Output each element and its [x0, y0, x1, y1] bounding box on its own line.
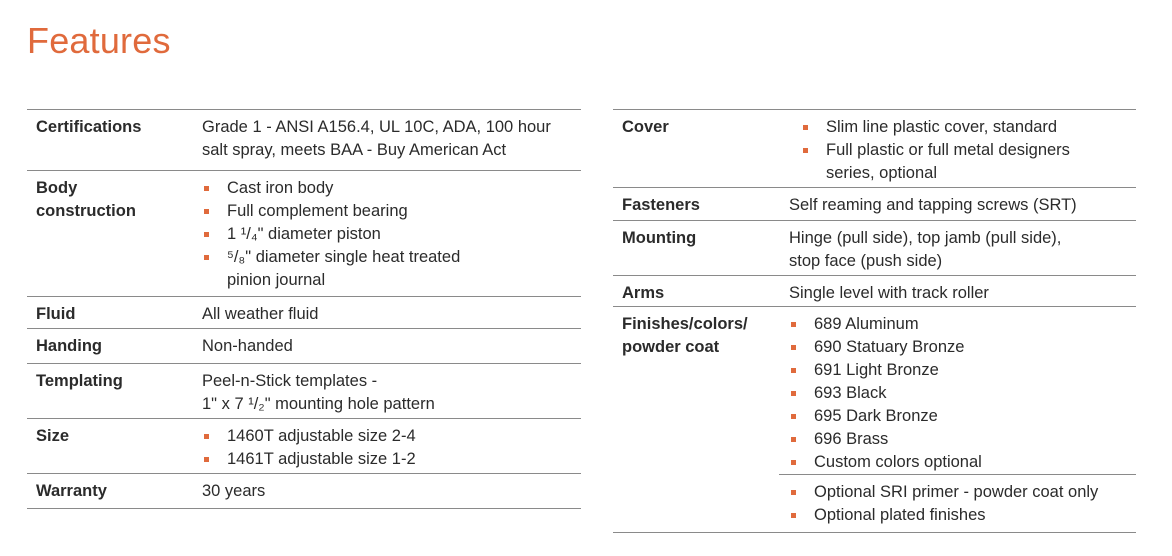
bullet-list — [801, 116, 1146, 185]
bullet-list — [202, 425, 577, 471]
bullet-icon — [803, 125, 808, 130]
bullet-icon — [791, 391, 796, 396]
list-item: Slim line plastic cover, standard — [801, 116, 1146, 139]
table-row-fluid — [27, 297, 581, 329]
bullet-icon — [791, 490, 796, 495]
list-item: 1461T adjustable size 1-2 — [202, 448, 577, 471]
bullet-icon — [791, 345, 796, 350]
value-line: Grade 1 - ANSI A156.4, UL 10C, ADA, 100 hour — [202, 118, 551, 136]
table-row-cover — [613, 110, 1136, 188]
bullet-icon — [791, 414, 796, 419]
row-value — [789, 313, 1134, 474]
bullet-icon — [791, 368, 796, 373]
row-value — [789, 227, 1134, 273]
table-row-size — [27, 419, 581, 474]
list-item: 693 Black — [789, 382, 1134, 405]
row-label — [622, 313, 748, 359]
table-row-warranty — [27, 474, 581, 509]
list-item: 689 Aluminum — [789, 313, 1134, 336]
bullet-icon — [204, 232, 209, 237]
table-row-certifications — [27, 110, 581, 171]
value-line: Hinge (pull side), top jamb (pull side), — [789, 229, 1062, 247]
value-line: 30 years — [202, 482, 266, 500]
list-item: Custom colors optional — [789, 451, 1134, 474]
value-line: All weather fluid — [202, 305, 319, 323]
row-label-line: powder coat — [622, 338, 720, 356]
bullet-icon — [204, 255, 209, 260]
list-item: 1 ¹/₄" diameter piston — [202, 223, 577, 246]
bullet-list — [789, 481, 1134, 527]
row-label-line: construction — [36, 202, 136, 220]
value-line: stop face (push side) — [789, 252, 943, 270]
page-title: Features — [27, 20, 171, 61]
row-label-line: Finishes/colors/ — [622, 315, 748, 333]
row-label — [36, 177, 136, 223]
bullet-icon — [791, 322, 796, 327]
list-item: 1460T adjustable size 2-4 — [202, 425, 577, 448]
row-label: Size — [36, 427, 70, 445]
value-line: Single level with track roller — [789, 284, 989, 302]
bullet-icon — [791, 437, 796, 442]
list-item: Cast iron body — [202, 177, 577, 200]
bullet-icon — [204, 209, 209, 214]
list-item: ⁵/₈" diameter single heat treated pinion journal — [202, 246, 577, 292]
list-item: Full plastic or full metal designers series, optional — [801, 139, 1146, 185]
row-value — [202, 303, 577, 326]
finishes-options-subrow — [779, 474, 1136, 532]
row-value — [202, 480, 577, 503]
row-value — [202, 335, 577, 358]
table-row-mounting — [613, 221, 1136, 276]
table-row-fasteners — [613, 188, 1136, 221]
row-label: Arms — [622, 284, 665, 302]
row-value — [801, 116, 1146, 185]
list-item: Optional plated finishes — [789, 504, 1134, 527]
row-label: Mounting — [622, 229, 697, 247]
row-label: Warranty — [36, 482, 107, 500]
bullet-icon — [204, 186, 209, 191]
bullet-icon — [791, 513, 796, 518]
row-label: Cover — [622, 118, 669, 136]
list-item: 696 Brass — [789, 428, 1134, 451]
features-table-left — [27, 109, 581, 509]
table-row-templating — [27, 364, 581, 419]
row-value — [789, 194, 1134, 217]
features-table-right — [613, 109, 1136, 533]
row-value — [202, 370, 577, 416]
value-line: salt spray, meets BAA - Buy American Act — [202, 141, 507, 159]
table-row-finishes — [613, 307, 1136, 533]
row-label: Handing — [36, 337, 102, 355]
row-label: Fasteners — [622, 196, 700, 214]
list-item: Optional SRI primer - powder coat only — [789, 481, 1134, 504]
row-value — [202, 425, 577, 471]
row-value — [789, 282, 1134, 305]
bullet-icon — [803, 148, 808, 153]
row-value — [202, 116, 577, 162]
row-label: Templating — [36, 372, 123, 390]
row-label: Fluid — [36, 305, 76, 323]
table-row-arms — [613, 276, 1136, 307]
table-row-body-construction — [27, 171, 581, 297]
row-label-line: Body — [36, 179, 78, 197]
value-line: Peel-n-Stick templates - — [202, 372, 378, 390]
list-item: Full complement bearing — [202, 200, 577, 223]
bullet-icon — [204, 434, 209, 439]
list-item: 691 Light Bronze — [789, 359, 1134, 382]
value-line: Non-handed — [202, 337, 293, 355]
row-label: Certifications — [36, 118, 142, 136]
bullet-icon — [791, 460, 796, 465]
bullet-list — [202, 177, 577, 292]
row-value — [789, 481, 1134, 527]
bullet-icon — [204, 457, 209, 462]
list-item: 690 Statuary Bronze — [789, 336, 1134, 359]
table-row-handing — [27, 329, 581, 364]
list-item: 695 Dark Bronze — [789, 405, 1134, 428]
value-line: 1" x 7 ¹/₂" mounting hole pattern — [202, 395, 435, 413]
row-value — [202, 177, 577, 292]
bullet-list — [789, 313, 1134, 474]
value-line: Self reaming and tapping screws (SRT) — [789, 196, 1077, 214]
